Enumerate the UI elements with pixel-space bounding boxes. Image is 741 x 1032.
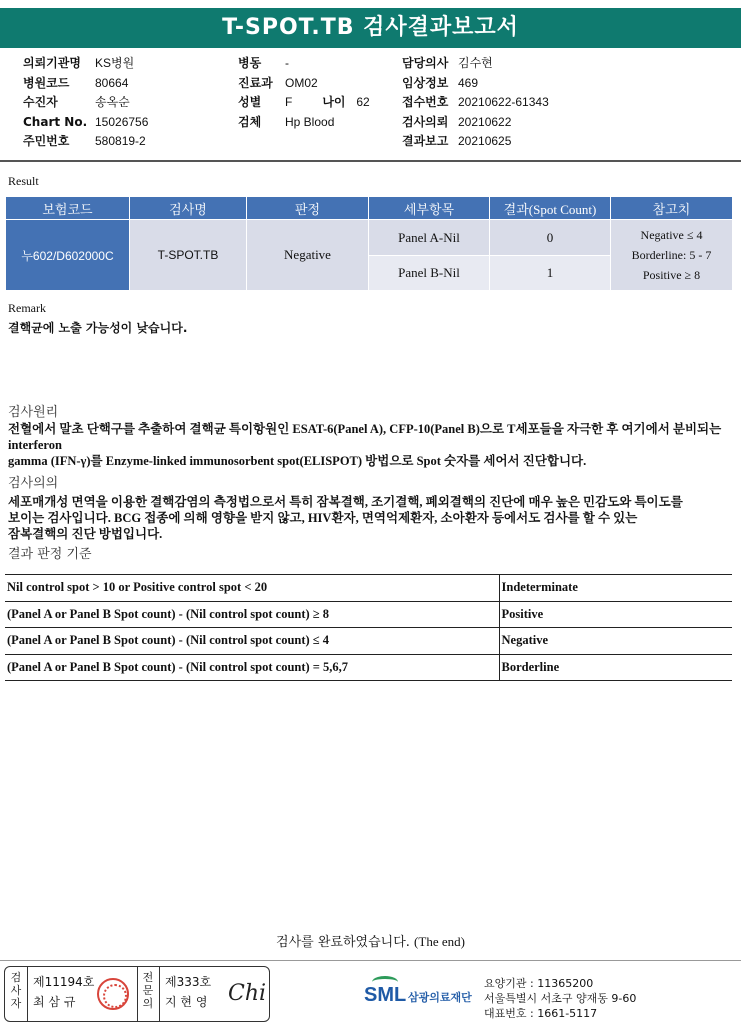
criteria-row [5,654,732,681]
tester-license: 제11194호 [33,975,95,989]
physician-signature: Chi [228,981,267,1006]
info-value: KS병원 [95,56,135,70]
info-value: - [285,56,289,70]
criteria-result: Indeterminate [499,575,732,602]
info-label: 병동 [238,56,262,70]
criteria-result: Positive [499,601,732,628]
header-reference: 참고치 [611,197,733,220]
patient-info-column-3 [402,54,549,152]
info-row-report-date [402,132,549,152]
info-row-resident-no [23,132,148,152]
physician-name: 지 현 영 [165,995,208,1009]
tester-block [33,972,94,1012]
info-value: F [285,95,293,109]
report-title: T-SPOT.TB 검사결과보고서 [0,8,741,48]
logo-name: 삼광의료재단 [408,991,472,1004]
org-address: 서울특별시 서초구 양재동 9-60 [484,992,637,1005]
signature-divider [159,967,160,1021]
significance-line: 보이는 검사입니다. BCG 접종에 의해 영향을 받지 않고, HIV환자, 면역억제환자, 소아환자 등에서도 검사를 할 수 있는 [8,511,638,525]
test-name-cell: T-SPOT.TB [130,220,247,291]
signature-divider [27,967,28,1021]
criteria-condition: (Panel A or Panel B Spot count) - (Nil control spot count) ≥ 8 [5,601,499,628]
info-value: 580819-2 [95,134,146,148]
info-row-physician [402,54,549,74]
header-spot-count: 결과(Spot Count) [490,197,611,220]
info-label: 검사의뢰 [402,114,449,129]
info-label: 병원코드 [23,75,70,90]
info-label: 주민번호 [23,134,70,148]
info-row-specimen [238,113,370,133]
info-value: 송옥순 [95,95,130,109]
info-row-sex-age [238,93,370,113]
info-value: 김수현 [458,56,493,70]
item-count-cell: 1 [490,256,611,291]
info-value-age: 62 [356,95,370,109]
result-table [5,196,733,291]
physician-label [139,971,157,1010]
info-label: Chart No. [23,114,88,129]
criteria-table [5,574,732,681]
info-value: 20210625 [458,134,512,148]
red-seal-icon [97,978,129,1010]
significance-text [8,494,733,542]
judgment-cell: Negative [247,220,369,291]
info-value: 15026756 [95,114,149,129]
principle-label: 검사원리 [8,405,59,420]
reference-positive: Positive ≥ 8 [642,268,701,282]
item-count-cell: 0 [490,220,611,256]
org-code: 요양기관 : 11365200 [484,977,594,990]
end-text-english: (The end) [414,934,465,949]
significance-line: 잠복결핵의 진단 방법입니다. [8,527,163,541]
header-judgment: 판정 [247,197,369,220]
significance-line: 세포매개성 면역을 이용한 결핵감염의 측정법으로서 특히 잠복결핵, 조기결핵, 폐외결핵의 진단에 매우 높은 민감도와 특이도를 [8,495,683,509]
physician-license: 제333호 [165,975,212,989]
info-row-ward [238,54,370,74]
logo-mark: SML [364,984,407,1006]
significance-label: 검사의의 [8,476,59,491]
info-row-institution [23,54,148,74]
signature-divider [137,967,138,1021]
principle-text [8,421,733,469]
reference-cell [611,220,733,291]
end-text-korean: 검사를 완료하였습니다. [276,935,410,950]
remark-text: 결핵균에 노출 가능성이 낮습니다. [8,321,188,335]
info-label: 성별 [238,95,262,109]
physician-block [165,972,211,1012]
result-label: Result [8,174,39,188]
criteria-row [5,575,732,602]
reference-negative: Negative ≤ 4 [640,228,703,242]
header-insurance-code: 보험코드 [6,197,130,220]
criteria-row [5,601,732,628]
result-header-row [6,197,733,220]
criteria-result: Borderline [499,654,732,681]
principle-line: interferon [8,438,62,452]
info-label: 임상정보 [402,75,449,90]
criteria-condition: Nil control spot > 10 or Positive control spot < 20 [5,575,499,602]
criteria-condition: (Panel A or Panel B Spot count) - (Nil control spot count) ≤ 4 [5,628,499,655]
info-label: 담당의사 [402,56,449,70]
info-value: Hp Blood [285,114,335,129]
info-row-patient [23,93,148,113]
info-row-chart-no [23,113,148,133]
info-label: 진료과 [238,75,273,90]
info-value: 469 [458,75,479,90]
tester-label-text: 검 사 자 [10,971,22,1010]
info-row-clinical-info [402,74,549,94]
criteria-condition: (Panel A or Panel B Spot count) - (Nil control spot count) = 5,6,7 [5,654,499,681]
info-label: 결과보고 [402,134,449,148]
header-test-name: 검사명 [130,197,247,220]
remark-label: Remark [8,301,46,315]
tester-label [7,971,25,1010]
info-value: 20210622 [458,114,512,129]
criteria-row [5,628,732,655]
info-row-department [238,74,370,94]
footer-divider [0,960,741,961]
patient-info-column-2 [238,54,370,132]
header-divider [0,160,741,162]
insurance-code-cell: 누602/D602000C [6,220,130,291]
tester-name: 최 삼 규 [33,995,76,1009]
info-value: 20210622-61343 [458,95,549,109]
info-value: OM02 [285,75,318,90]
organization-info [484,976,636,1021]
org-phone: 대표번호 : 1661-5117 [484,1007,598,1020]
info-label: 의뢰기관명 [23,56,81,70]
info-label: 수진자 [23,95,58,109]
info-row-request-date [402,113,549,133]
end-text [0,931,741,950]
patient-info-column-1 [23,54,148,152]
result-row [6,220,733,256]
signature-box [4,966,270,1022]
info-label: 검체 [238,114,262,129]
principle-line: 전혈에서 말초 단핵구를 추출하여 결핵균 특이항원인 ESAT-6(Panel A), CFP-10(Panel B)으로 T세포들을 자극한 후 여기에서 분비되는 [8,422,722,436]
principle-line: gamma (IFN-γ)를 Enzyme-linked immunosorbent spot(ELISPOT) 방법으로 Spot 숫자를 세어서 진단합니다. [8,454,587,468]
item-name-cell: Panel A-Nil [369,220,490,256]
info-label: 접수번호 [402,95,449,109]
info-value: 80664 [95,75,129,90]
criteria-label: 결과 판정 기준 [8,547,92,562]
info-row-receipt-no [402,93,549,113]
info-row-hospital-code [23,74,148,94]
reference-borderline: Borderline: 5 - 7 [631,248,712,262]
info-label-age: 나이 [322,95,346,109]
item-name-cell: Panel B-Nil [369,256,490,291]
criteria-result: Negative [499,628,732,655]
physician-label-text: 전 문 의 [142,971,154,1010]
header-detail-item: 세부항목 [369,197,490,220]
